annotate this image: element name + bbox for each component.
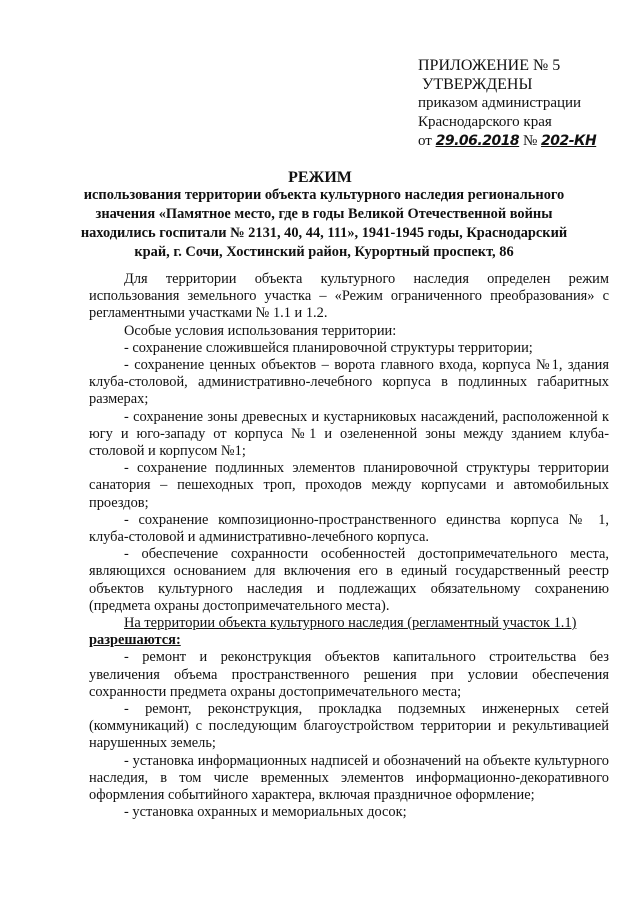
handwritten-number: 202-КН — [541, 133, 597, 149]
appendix-number: ПРИЛОЖЕНИЕ № 5 — [418, 57, 561, 74]
section-heading: На территории объекта культурного наследия (регламентный участок 1.1) — [124, 615, 577, 632]
list-item: - обеспечение сохранности особенностей достопримечательного места, являющихся основанием для включения его в единый государственный реестр объектов культурного наследия и подлежащих обязательному сохранению (предмета охраны достопримечательного места). — [89, 546, 609, 614]
date-number-line — [418, 132, 618, 151]
document-subtitle: использования территории объекта культурного наследия регионального значения «Памятное место, где в годы Великой Отечественной войны находились госпитали № 2131, 40, 44, 111», 1941-1945 годы, Краснодарский край, г. Сочи, Хостинский район, Курортный проспект, 86 — [80, 187, 568, 260]
section-heading-bold: разрешаются: — [89, 632, 181, 649]
approved-label: УТВЕРЖДЕНЫ — [422, 76, 533, 93]
list-item: - установка охранных и мемориальных досок; — [124, 804, 407, 821]
list-item: - сохранение сложившейся планировочной структуры территории; — [124, 339, 533, 356]
document-body — [89, 271, 609, 822]
list-item: - ремонт, реконструкция, прокладка подземных инженерных сетей (коммуникаций) с последующим благоустройством территории и рекультивацией нарушенных земель; — [89, 701, 609, 752]
list-item: - сохранение композиционно-пространственного единства корпуса № 1, клуба-столовой и административно-лечебного корпуса. — [89, 511, 609, 546]
list-item: - сохранение зоны древесных и кустарниковых насаждений, расположенной к югу и юго-западу от корпуса №1 и озелененной зоны между зданием клуба-столовой и корпусом №1; — [89, 408, 609, 460]
list-item: - сохранение подлинных элементов планировочной структуры территории санатория – пешеходных троп, проходов между корпусами и автомобильных проездов; — [89, 460, 609, 511]
document-title: РЕЖИМ — [288, 169, 352, 186]
number-prefix: № — [522, 133, 538, 149]
date-prefix: от — [418, 133, 432, 149]
paragraph: Для территории объекта культурного наследия определен режим использования земельного участка – «Режим ограниченного преобразования» с регламентными участками № 1.1 и 1.2. — [89, 271, 609, 322]
list-item: - сохранение ценных объектов – ворота главного входа, корпуса №1, здания клуба-столовой, административно-лечебного корпуса в подлинных габаритных размерах; — [89, 357, 609, 408]
order-line: приказом администрации — [418, 95, 582, 111]
list-item: - ремонт и реконструкция объектов капитального строительства без увеличения объема пространственного решения при условии обеспечения сохранности предмета охраны достопримечательного места; — [89, 649, 609, 700]
region-line: Краснодарского края — [418, 114, 552, 130]
appendix-block — [418, 56, 618, 151]
paragraph: Особые условия использования территории: — [124, 322, 397, 339]
list-item: - установка информационных надписей и обозначений на объекте культурного наследия, в том числе временных элементов информационно-декоративного оформления событийного характера, включая праздничное оформление; — [89, 752, 609, 804]
handwritten-date: 29.06.2018 — [435, 133, 520, 149]
